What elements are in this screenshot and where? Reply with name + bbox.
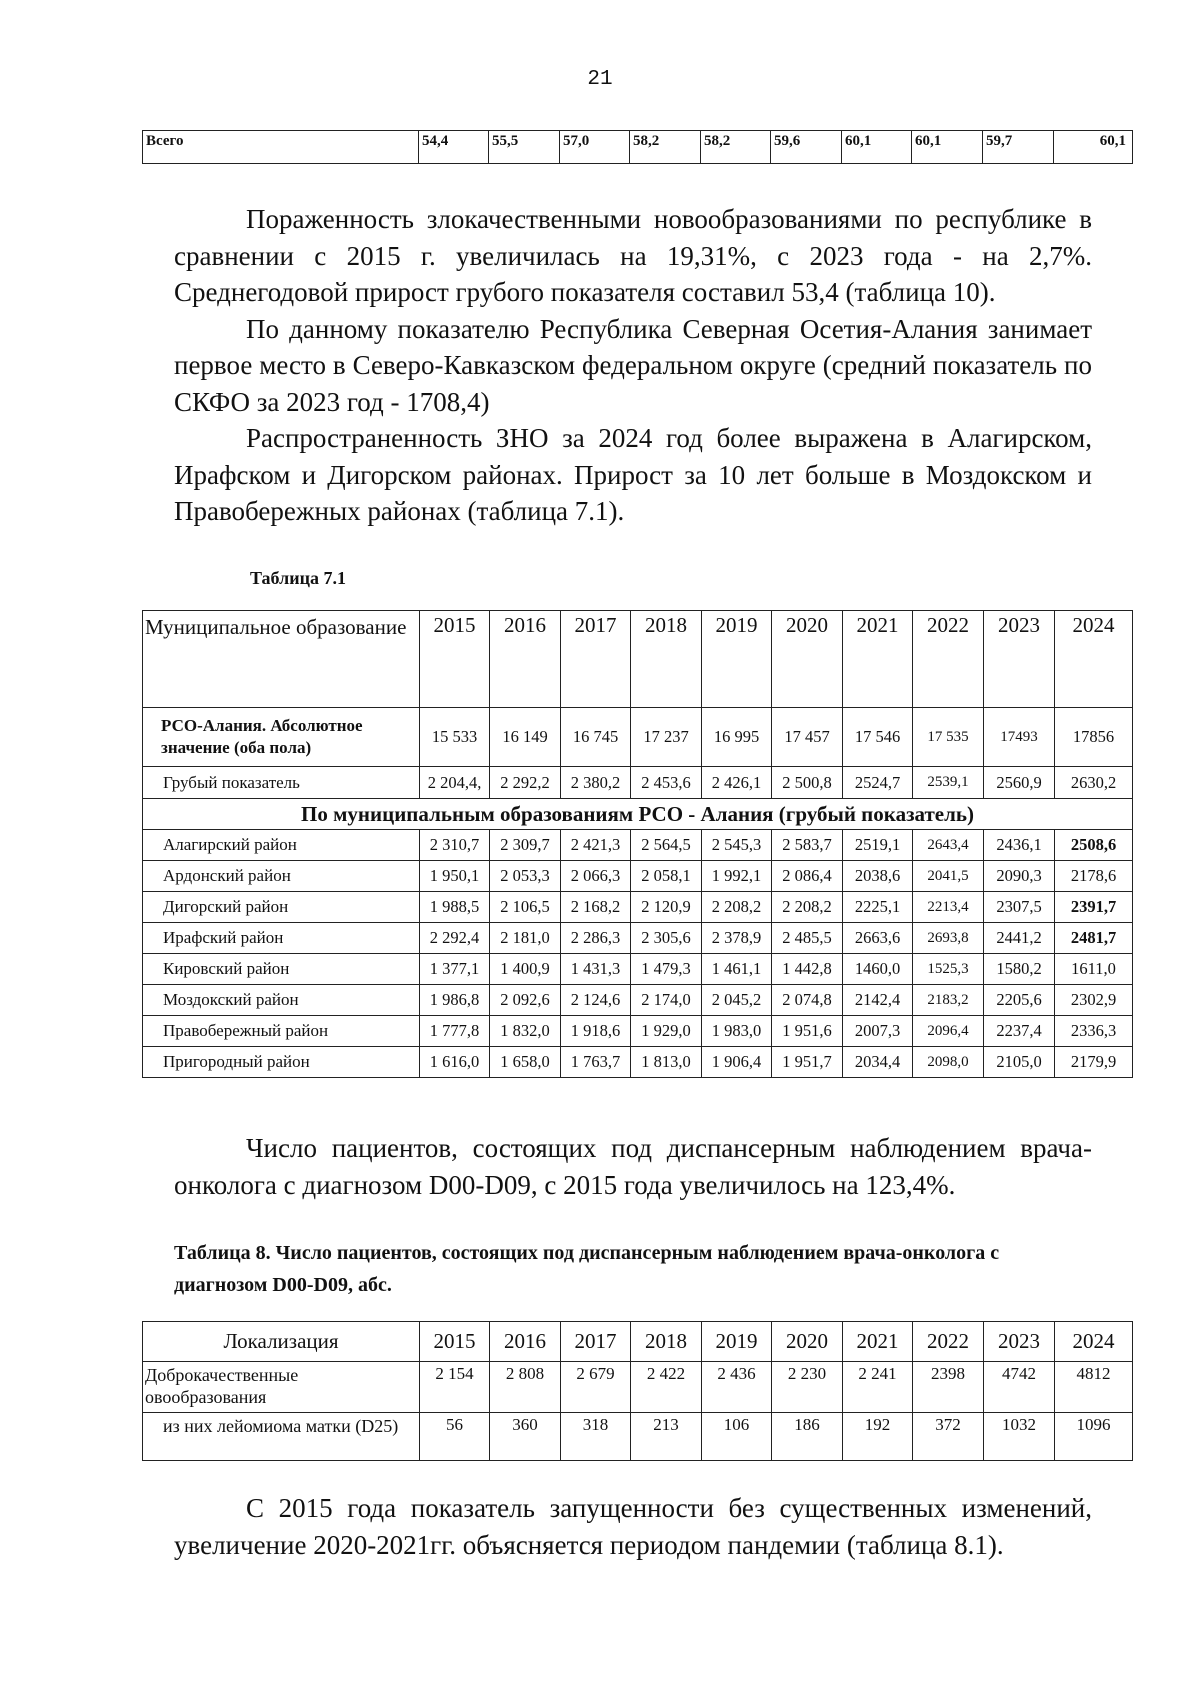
cell: 2560,9	[984, 767, 1055, 799]
cell: 1 832,0	[490, 1016, 561, 1047]
cell: 1 918,6	[561, 1016, 631, 1047]
cell: 2 124,6	[561, 985, 631, 1016]
cell: 2 092,6	[490, 985, 561, 1016]
cell: 2524,7	[843, 767, 913, 799]
cell: 4812	[1055, 1362, 1133, 1413]
cell: 2643,4	[913, 830, 984, 861]
year-header: 2021	[843, 1322, 913, 1362]
year-header: 2019	[702, 1322, 772, 1362]
cell: 2 545,3	[702, 830, 772, 861]
summary-table	[142, 130, 1133, 164]
cell: 17493	[984, 708, 1055, 767]
cell: 2142,4	[843, 985, 913, 1016]
table-row	[143, 923, 1133, 954]
cell: 2183,2	[913, 985, 984, 1016]
cell: 1 906,4	[702, 1047, 772, 1078]
cell: 2 378,9	[702, 923, 772, 954]
cell: 2 380,2	[561, 767, 631, 799]
year-header: 2023	[984, 611, 1055, 708]
cell: 2205,6	[984, 985, 1055, 1016]
cell: 1 986,8	[420, 985, 490, 1016]
summary-value: 60,1	[912, 131, 983, 164]
table-8	[142, 1321, 1133, 1461]
cell: 2 174,0	[631, 985, 702, 1016]
column-header: Муниципальное образование	[143, 611, 420, 708]
year-header: 2022	[913, 1322, 984, 1362]
table-row	[143, 1413, 1133, 1461]
cell: 2007,3	[843, 1016, 913, 1047]
cell: 1 461,1	[702, 954, 772, 985]
cell: 2693,8	[913, 923, 984, 954]
cell: 2 154	[420, 1362, 490, 1413]
row-name: Правобережный район	[143, 1016, 420, 1047]
cell: 2 310,7	[420, 830, 490, 861]
cell: 1 950,1	[420, 861, 490, 892]
year-header: 2017	[561, 611, 631, 708]
row-name: Пригородный район	[143, 1047, 420, 1078]
cell: 2 305,6	[631, 923, 702, 954]
cell: 2 485,5	[772, 923, 843, 954]
cell: 2 679	[561, 1362, 631, 1413]
table-row	[143, 954, 1133, 985]
cell: 2 292,4	[420, 923, 490, 954]
cell: 1096	[1055, 1413, 1133, 1461]
cell: 2090,3	[984, 861, 1055, 892]
cell: 2663,6	[843, 923, 913, 954]
paragraph: По данному показателю Республика Северная Осетия-Алания занимает первое место в Северо-Кавказском федеральном округе (средний показатель по СКФО за 2023 год - 1708,4)	[174, 313, 1092, 417]
cell: 2 074,8	[772, 985, 843, 1016]
table-row	[143, 767, 1133, 799]
cell: 2038,6	[843, 861, 913, 892]
cell: 2 045,2	[702, 985, 772, 1016]
cell: 1 983,0	[702, 1016, 772, 1047]
cell: 2508,6	[1055, 830, 1133, 861]
year-header: 2020	[772, 1322, 843, 1362]
cell: 372	[913, 1413, 984, 1461]
cell: 1 777,8	[420, 1016, 490, 1047]
year-header: 2023	[984, 1322, 1055, 1362]
cell: 1 400,9	[490, 954, 561, 985]
cell: 1 929,0	[631, 1016, 702, 1047]
summary-row	[143, 131, 1133, 164]
row-name: Дигорский район	[143, 892, 420, 923]
cell: 2 168,2	[561, 892, 631, 923]
cell: 2 426,1	[702, 767, 772, 799]
cell: 2 564,5	[631, 830, 702, 861]
cell: 1032	[984, 1413, 1055, 1461]
cell: 2096,4	[913, 1016, 984, 1047]
cell: 1 616,0	[420, 1047, 490, 1078]
cell: 2441,2	[984, 923, 1055, 954]
cell: 1 763,7	[561, 1047, 631, 1078]
table-row	[143, 830, 1133, 861]
cell: 2336,3	[1055, 1016, 1133, 1047]
cell: 1 431,3	[561, 954, 631, 985]
table-header-row	[143, 611, 1133, 708]
summary-value: 55,5	[489, 131, 560, 164]
summary-value: 59,6	[771, 131, 842, 164]
cell: 213	[631, 1413, 702, 1461]
paragraph: Распространенность ЗНО за 2024 год более выражена в Алагирском, Ирафском и Дигорском районах. Прирост за 10 лет больше в Моздокском и Правобережных районах (таблица 7.1).	[174, 423, 1092, 526]
cell: 2630,2	[1055, 767, 1133, 799]
year-header: 2015	[420, 611, 490, 708]
summary-value: 58,2	[630, 131, 701, 164]
cell: 2 106,5	[490, 892, 561, 923]
cell: 17 535	[913, 708, 984, 767]
row-name: Кировский район	[143, 954, 420, 985]
year-header: 2016	[490, 611, 561, 708]
cell: 56	[420, 1413, 490, 1461]
year-header: 2021	[843, 611, 913, 708]
cell: 2 421,3	[561, 830, 631, 861]
cell: 2436,1	[984, 830, 1055, 861]
summary-value: 54,4	[419, 131, 489, 164]
cell: 2 120,9	[631, 892, 702, 923]
table-row	[143, 1362, 1133, 1413]
cell: 1611,0	[1055, 954, 1133, 985]
year-header: 2019	[702, 611, 772, 708]
cell: 2178,6	[1055, 861, 1133, 892]
summary-value: 60,1	[1054, 131, 1133, 164]
table-row	[143, 1016, 1133, 1047]
row-name: Грубый показатель	[143, 767, 420, 799]
cell: 16 149	[490, 708, 561, 767]
row-name: Ирафский район	[143, 923, 420, 954]
table-row	[143, 861, 1133, 892]
cell: 1460,0	[843, 954, 913, 985]
summary-value: 60,1	[842, 131, 912, 164]
cell: 2105,0	[984, 1047, 1055, 1078]
cell: 1 992,1	[702, 861, 772, 892]
summary-value: 58,2	[701, 131, 771, 164]
cell: 17 457	[772, 708, 843, 767]
cell: 1525,3	[913, 954, 984, 985]
cell: 2098,0	[913, 1047, 984, 1078]
cell: 2391,7	[1055, 892, 1133, 923]
body-text-block-3	[174, 1490, 1092, 1563]
section-row	[143, 799, 1133, 830]
cell: 17 237	[631, 708, 702, 767]
year-header: 2018	[631, 1322, 702, 1362]
table-row	[143, 708, 1133, 767]
cell: 2 053,3	[490, 861, 561, 892]
row-name: Доброкачественные овообразования	[143, 1362, 420, 1413]
cell: 1 951,7	[772, 1047, 843, 1078]
cell: 2 208,2	[772, 892, 843, 923]
cell: 17856	[1055, 708, 1133, 767]
cell: 2225,1	[843, 892, 913, 923]
cell: 2539,1	[913, 767, 984, 799]
cell: 2519,1	[843, 830, 913, 861]
year-header: 2022	[913, 611, 984, 708]
table-row	[143, 1047, 1133, 1078]
table-header-row	[143, 1322, 1133, 1362]
cell: 2 241	[843, 1362, 913, 1413]
cell: 318	[561, 1413, 631, 1461]
body-text-block-1	[174, 201, 1092, 530]
cell: 1 951,6	[772, 1016, 843, 1047]
cell: 360	[490, 1413, 561, 1461]
cell: 17 546	[843, 708, 913, 767]
cell: 4742	[984, 1362, 1055, 1413]
row-name: Ардонский район	[143, 861, 420, 892]
cell: 2179,9	[1055, 1047, 1133, 1078]
cell: 2237,4	[984, 1016, 1055, 1047]
cell: 192	[843, 1413, 913, 1461]
paragraph: Число пациентов, состоящих под диспансерным наблюдением врача-онколога с диагнозом D00-D09, с 2015 года увеличилось на 123,4%.	[174, 1133, 1092, 1200]
cell: 2 066,3	[561, 861, 631, 892]
cell: 1 377,1	[420, 954, 490, 985]
cell: 2041,5	[913, 861, 984, 892]
year-header: 2016	[490, 1322, 561, 1362]
cell: 2 181,0	[490, 923, 561, 954]
body-text-block-2	[174, 1130, 1092, 1203]
summary-label: Всего	[143, 131, 419, 164]
year-header: 2017	[561, 1322, 631, 1362]
district-rows	[143, 830, 1133, 1078]
table-7-1	[142, 610, 1133, 1078]
summary-value: 59,7	[983, 131, 1054, 164]
cell: 1 658,0	[490, 1047, 561, 1078]
cell: 2302,9	[1055, 985, 1133, 1016]
year-header: 2015	[420, 1322, 490, 1362]
cell: 2 309,7	[490, 830, 561, 861]
cell: 1 479,3	[631, 954, 702, 985]
cell: 2 058,1	[631, 861, 702, 892]
cell: 106	[702, 1413, 772, 1461]
page-number: 21	[587, 68, 613, 91]
cell: 2 204,4,	[420, 767, 490, 799]
cell: 2 208,2	[702, 892, 772, 923]
table-row	[143, 985, 1133, 1016]
paragraph: Пораженность злокачественными новообразованиями по республике в сравнении с 2015 г. увеличилась на 19,31%, с 2023 года - на 2,7%. Среднегодовой прирост грубого показателя составил 53,4 (таблица 10).	[174, 204, 1092, 307]
cell: 2 453,6	[631, 767, 702, 799]
cell: 2 230	[772, 1362, 843, 1413]
column-header: Локализация	[143, 1322, 420, 1362]
cell: 2034,4	[843, 1047, 913, 1078]
cell: 2 500,8	[772, 767, 843, 799]
cell: 2 286,3	[561, 923, 631, 954]
cell: 2213,4	[913, 892, 984, 923]
cell: 1580,2	[984, 954, 1055, 985]
cell: 1 813,0	[631, 1047, 702, 1078]
cell: 2307,5	[984, 892, 1055, 923]
year-header: 2024	[1055, 1322, 1133, 1362]
row-name: Моздокский район	[143, 985, 420, 1016]
cell: 15 533	[420, 708, 490, 767]
cell: 2 436	[702, 1362, 772, 1413]
year-header: 2024	[1055, 611, 1133, 708]
cell: 2398	[913, 1362, 984, 1413]
row-name: Алагирский район	[143, 830, 420, 861]
cell: 186	[772, 1413, 843, 1461]
table-8-caption: Таблица 8. Число пациентов, состоящих под диспансерным наблюдением врача-онколога с диагнозом D00-D09, абс.	[174, 1242, 1000, 1296]
cell: 2 808	[490, 1362, 561, 1413]
year-header: 2020	[772, 611, 843, 708]
cell: 2 086,4	[772, 861, 843, 892]
table-row	[143, 892, 1133, 923]
cell: 16 995	[702, 708, 772, 767]
summary-value: 57,0	[560, 131, 630, 164]
cell: 16 745	[561, 708, 631, 767]
cell: 2 583,7	[772, 830, 843, 861]
cell: 2481,7	[1055, 923, 1133, 954]
row-name: из них лейомиома матки (D25)	[143, 1413, 420, 1461]
year-header: 2018	[631, 611, 702, 708]
cell: 1 442,8	[772, 954, 843, 985]
section-title: По муниципальным образованиям РСО - Алания (грубый показатель)	[143, 799, 1133, 830]
cell: 2 422	[631, 1362, 702, 1413]
row-name: РСО-Алания. Абсолютное значение (оба пола)	[143, 708, 420, 767]
cell: 2 292,2	[490, 767, 561, 799]
table-7-1-caption: Таблица 7.1	[250, 568, 346, 588]
paragraph: С 2015 года показатель запущенности без существенных изменений, увеличение 2020-2021гг. объясняется периодом пандемии (таблица 8.1).	[174, 1493, 1092, 1560]
cell: 1 988,5	[420, 892, 490, 923]
